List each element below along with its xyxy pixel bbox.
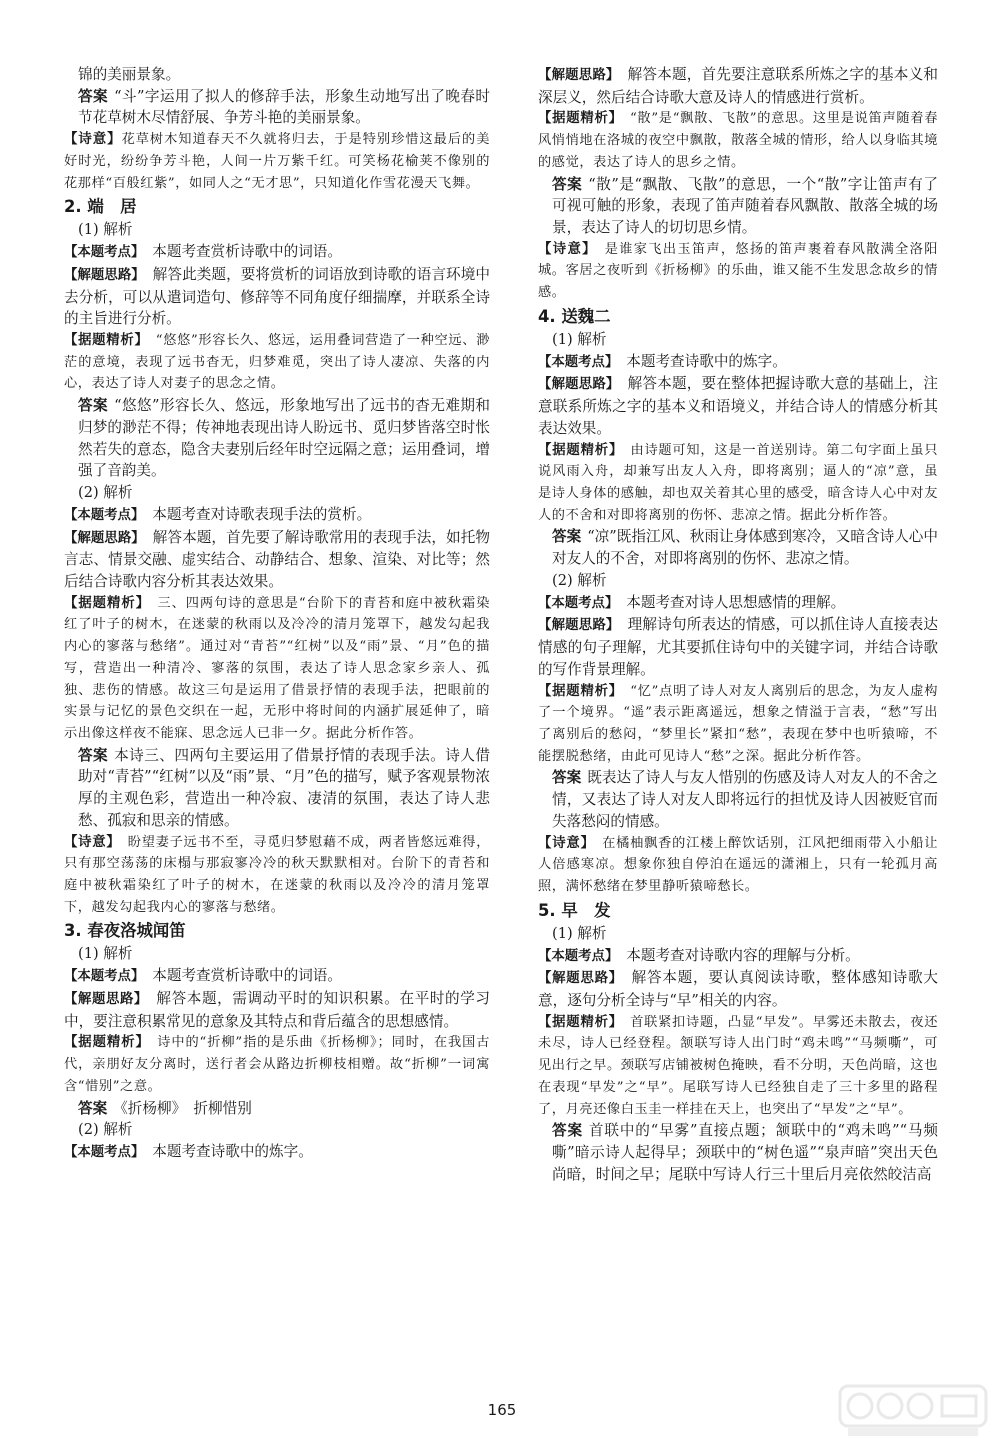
q5-part1-heading: (1) 解析 xyxy=(552,924,607,942)
point-label: 【本题考点】 xyxy=(64,1145,138,1161)
question-2-title: 2. 端 居 xyxy=(64,197,137,217)
q3-part1-answer: 答案 《折杨柳》 折柳惜别 xyxy=(78,1099,252,1117)
point-label: 【本题考点】 xyxy=(64,507,138,523)
approach-label: 【解题思路】 xyxy=(538,618,613,634)
q3-part2-answer: 答案 “散”是“飘散、飞散”的意思，一个“散”字让笛声有了可视可触的形象，表现了笛声随着春风飘散、散落全城的场景，表达了诗人的切切思乡情。 xyxy=(552,175,938,236)
q3-part1-analysis: 【据题精析】 诗中的“折柳”指的是乐曲《折杨柳》；同时，在我国古代，亲朋好友分离时，送行者会从路边折柳枝相赠。故“折柳”一词寓含“惜别”之意。 xyxy=(64,1035,490,1094)
answer-label: 答案 xyxy=(552,769,582,787)
q2-part2-point: 【本题考点】 本题考查对诗歌表现手法的赏析。 xyxy=(64,505,372,523)
left-column xyxy=(64,64,490,1164)
analysis-label: 【据题精析】 xyxy=(538,111,617,127)
approach-label: 【解题思路】 xyxy=(64,267,139,283)
q4-part1-heading: (1) 解析 xyxy=(552,330,607,348)
q2-part1-heading: (1) 解析 xyxy=(78,221,133,239)
answer-label: 答案 xyxy=(552,1122,583,1140)
point-label: 【本题考点】 xyxy=(64,969,138,985)
q3-part2-heading: (2) 解析 xyxy=(78,1121,133,1139)
question-4-title: 4. 送魏二 xyxy=(538,306,611,326)
intro-poem-meaning: 【诗意】花草树木知道春天不久就将归去，于是特别珍惜这最后的美好时光，纷纷争芳斗艳，人间一片万紫千红。可笑杨花榆荚不像别的花那样“百般红紫”，如同人之“无才思”，只知道化作雪花漫天飞舞。 xyxy=(64,132,490,191)
q4-part1-point: 【本题考点】 本题考查诗歌中的炼字。 xyxy=(538,352,787,370)
approach-label: 【解题思路】 xyxy=(538,68,613,83)
q4-poem-meaning: 【诗意】 在橘柚飘香的江楼上醉饮话别，江风把细雨带入小船让人倍感寒凉。想象你独自停泊在遥远的潇湘上，只有一轮孤月高照，满怀愁绪在梦里静听猿啼愁长。 xyxy=(538,835,938,894)
analysis-label: 【据题精析】 xyxy=(538,683,617,699)
approach-label: 【解题思路】 xyxy=(64,530,139,546)
q2-poem-meaning: 【诗意】 盼望妻子远书不至，寻觅归梦慰藉不成，两者皆悠远难得，只有那空荡荡的床榻与那寂寥冷冷的秋天默默相对。台阶下的青苔和庭中被秋霜染红了叶子的树木，在迷蒙的秋雨以及冷冷的清月笼罩下，越发勾起我内心的寥落与愁绪。 xyxy=(64,834,490,915)
answer-label: 答案 xyxy=(78,746,109,764)
point-label: 【本题考点】 xyxy=(538,354,612,370)
q3-part2-approach: 【解题思路】 解答本题，首先要注意联系所炼之字的基本义和深层义，然后结合诗歌大意及诗人的情感进行赏析。 xyxy=(538,66,938,106)
approach-label: 【解题思路】 xyxy=(538,971,617,987)
q4-part2-answer: 答案 既表达了诗人与友人惜别的伤感及诗人对友人的不舍之情，又表达了诗人对友人即将远行的担忧及诗人因被贬官而失落愁闷的情感。 xyxy=(552,769,938,830)
q2-part1-analysis: 【据题精析】 “悠悠”形容长久、悠远，运用叠词营造了一种空远、渺茫的意境，表现了远书杳无，归梦难觅，突出了诗人凄凉、失落的内心，表达了诗人对妻子的思念之情。 xyxy=(64,333,490,392)
q3-part2-point: 【本题考点】 本题考查诗歌中的炼字。 xyxy=(64,1143,313,1161)
answer-label: 答案 xyxy=(552,175,583,193)
q5-part1-approach: 【解题思路】 解答本题，要认真阅读诗歌，整体感知诗歌大意，逐句分析全诗与“早”相关的内容。 xyxy=(538,969,938,1010)
q5-part1-analysis: 【据题精析】 首联紧扣诗题，凸显“早发”。早雾还未散去，夜还未尽，诗人已经登程。颔联写诗人出门时“鸡未鸣”“马频嘶”，可见出行之早。颈联写店铺被树色掩映，看不分明，天色尚暗，这也在表现“早发”之“早”。尾联写诗人已经独自走了三十多里的路程了，月亮还像白玉圭一样挂在天上，也突出了“早发”之“早”。 xyxy=(538,1014,938,1117)
poem-meaning-label: 【诗意】 xyxy=(538,241,591,257)
q4-part2-heading: (2) 解析 xyxy=(552,571,607,589)
intro-answer: 答案 “斗”字运用了拟人的修辞手法，形象生动地写出了晚春时节花草树木尽情舒展、争芳斗艳的美丽景象。 xyxy=(78,87,490,127)
q4-part2-analysis: 【据题精析】 “忆”点明了诗人对友人离别后的思念，为友人虚构了一个境界。“遥”表示距离遥远，想象之情溢于言表，“愁”写出了离别后的愁闷，“梦里长”紧扣“愁”，表现在梦中也听猿啼，不能摆脱愁绪，由此可见诗人“愁”之深。据此分析作答。 xyxy=(538,683,938,764)
q3-part1-heading: (1) 解析 xyxy=(78,945,133,963)
right-column xyxy=(538,64,938,1185)
analysis-label: 【据题精析】 xyxy=(538,442,617,458)
analysis-label: 【据题精析】 xyxy=(64,333,142,349)
analysis-label: 【据题精析】 xyxy=(64,595,144,611)
q3-part1-approach: 【解题思路】 解答本题，需调动平时的知识积累。在平时的学习中，要注意积累常见的意象及其特点和背后蕴含的思想感情。 xyxy=(64,990,490,1030)
q2-part2-approach: 【解题思路】 解答本题，首先要了解诗歌常用的表现手法，如托物言志、情景交融、虚实结合、动静结合、想象、渲染、对比等；然后结合诗歌内容分析其表达效果。 xyxy=(64,528,490,591)
q4-part1-approach: 【解题思路】 解答本题，要在整体把握诗歌大意的基础上，注意联系所炼之字的基本义和语境义，并结合诗人的情感分析其表达效果。 xyxy=(538,375,938,437)
q5-part1-answer: 答案 首联中的“早雾”直接点题；颔联中的“鸡未鸣”“马频嘶”暗示诗人起得早；颈联中的“树色遥”“泉声暗”突出天色尚暗，时间之早；尾联中写诗人行三十里后月亮依然皎洁高 xyxy=(552,1122,938,1183)
poem-meaning-label: 【诗意】 xyxy=(64,834,114,850)
q2-part1-point: 【本题考点】 本题考查赏析诗歌中的词语。 xyxy=(64,243,342,261)
point-label: 【本题考点】 xyxy=(538,595,612,611)
answer-label: 答案 xyxy=(78,87,109,105)
question-3-title: 3. 春夜洛城闻笛 xyxy=(64,921,186,941)
answer-label: 答案 xyxy=(78,1099,108,1117)
question-5-title: 5. 早 发 xyxy=(538,900,611,920)
q2-part2-heading: (2) 解析 xyxy=(78,483,133,501)
q4-part2-point: 【本题考点】 本题考查对诗人思想感情的理解。 xyxy=(538,593,846,611)
q3-part2-analysis: 【据题精析】 “散”是“飘散、飞散”的意思。这里是说笛声随着春风悄悄地在洛城的夜空中飘散，散落全城的情形，给人以身临其境的感觉，表达了诗人的思乡之情。 xyxy=(538,111,938,170)
q2-part2-analysis: 【据题精析】 三、四两句诗的意思是“台阶下的青苔和庭中被秋霜染红了叶子的树木，在迷蒙的秋雨以及冷冷的清月笼罩下，越发勾起我内心的寥落与愁绪”。通过对“青苔”“红树”以及“雨”景、“月”色的描写，营造出一种清冷、寥落的氛围，表达了诗人思念家乡亲人、孤独、悲伤的情感。故这三句是运用了借景抒情的表现手法，把眼前的实景与记忆的景色交织在一起，无形中将时间的内涵扩展延伸了，暗示出像这样夜不能寐、思念远人已非一夕。据此分析作答。 xyxy=(64,595,490,741)
approach-label: 【解题思路】 xyxy=(538,377,613,393)
q5-part1-point: 【本题考点】 本题考查对诗歌内容的理解与分析。 xyxy=(538,946,860,964)
q4-part2-approach: 【解题思路】 理解诗句所表达的情感，可以抓住诗人直接表达情感的句子理解，尤其要抓住诗句中的关键字词，并结合诗歌的写作背景理解。 xyxy=(538,616,938,678)
page-number: 165 xyxy=(487,1401,517,1419)
q2-part2-answer: 答案 本诗三、四两句主要运用了借景抒情的表现手法。诗人借助对“青苔”“红树”以及“雨”景、“月”色的描写，赋予客观景物浓厚的主观色彩，营造出一种冷寂、凄清的氛围，表达了诗人悲愁、孤寂和思亲的情感。 xyxy=(78,746,490,829)
answer-label: 答案 xyxy=(78,397,109,415)
watermark-logo-icon xyxy=(838,1380,988,1438)
answer-label: 答案 xyxy=(552,528,582,546)
point-label: 【本题考点】 xyxy=(64,245,138,261)
intro-tail: 锦的美丽景象。 xyxy=(78,66,181,83)
analysis-label: 【据题精析】 xyxy=(64,1035,144,1051)
q2-part1-approach: 【解题思路】 解答此类题，要将赏析的词语放到诗歌的语言环境中去分析，可以从遣词造句、修辞等不同角度仔细揣摩，并联系全诗的主旨进行分析。 xyxy=(64,265,490,328)
q3-poem-meaning: 【诗意】 是谁家飞出玉笛声，悠扬的笛声裹着春风散满全洛阳城。客居之夜听到《折杨柳》的乐曲，谁又能不生发思念故乡的情感。 xyxy=(538,241,938,301)
point-label: 【本题考点】 xyxy=(538,948,612,964)
approach-label: 【解题思路】 xyxy=(64,992,142,1008)
poem-meaning-label: 【诗意】 xyxy=(64,132,122,148)
q4-part1-analysis: 【据题精析】 由诗题可知，这是一首送别诗。第二句字面上虽只说风雨入舟，却兼写出友人入舟，即将离别；逼人的“凉”意，虽是诗人身体的感触，却也双关着其心里的感受，暗含诗人心中对友人的不舍和对即将离别的伤怀、悲凉之情。据此分析作答。 xyxy=(538,442,938,523)
poem-meaning-label: 【诗意】 xyxy=(538,835,589,851)
q2-part1-answer: 答案 “悠悠”形容长久、悠远，形象地写出了远书的杳无难期和归梦的渺茫不得；传神地表现出诗人盼远书、觅归梦皆落空时怅然若失的意态，隐含夫妻别后经年时空远隔之意；运用叠词，增强了音韵美。 xyxy=(78,397,490,480)
q4-part1-answer: 答案 “凉”既指江风、秋雨让身体感到寒冷，又暗含诗人心中对友人的不舍，对即将离别的伤怀、悲凉之情。 xyxy=(552,528,938,568)
analysis-label: 【据题精析】 xyxy=(538,1014,617,1030)
q3-part1-point: 【本题考点】 本题考查赏析诗歌中的词语。 xyxy=(64,967,342,985)
